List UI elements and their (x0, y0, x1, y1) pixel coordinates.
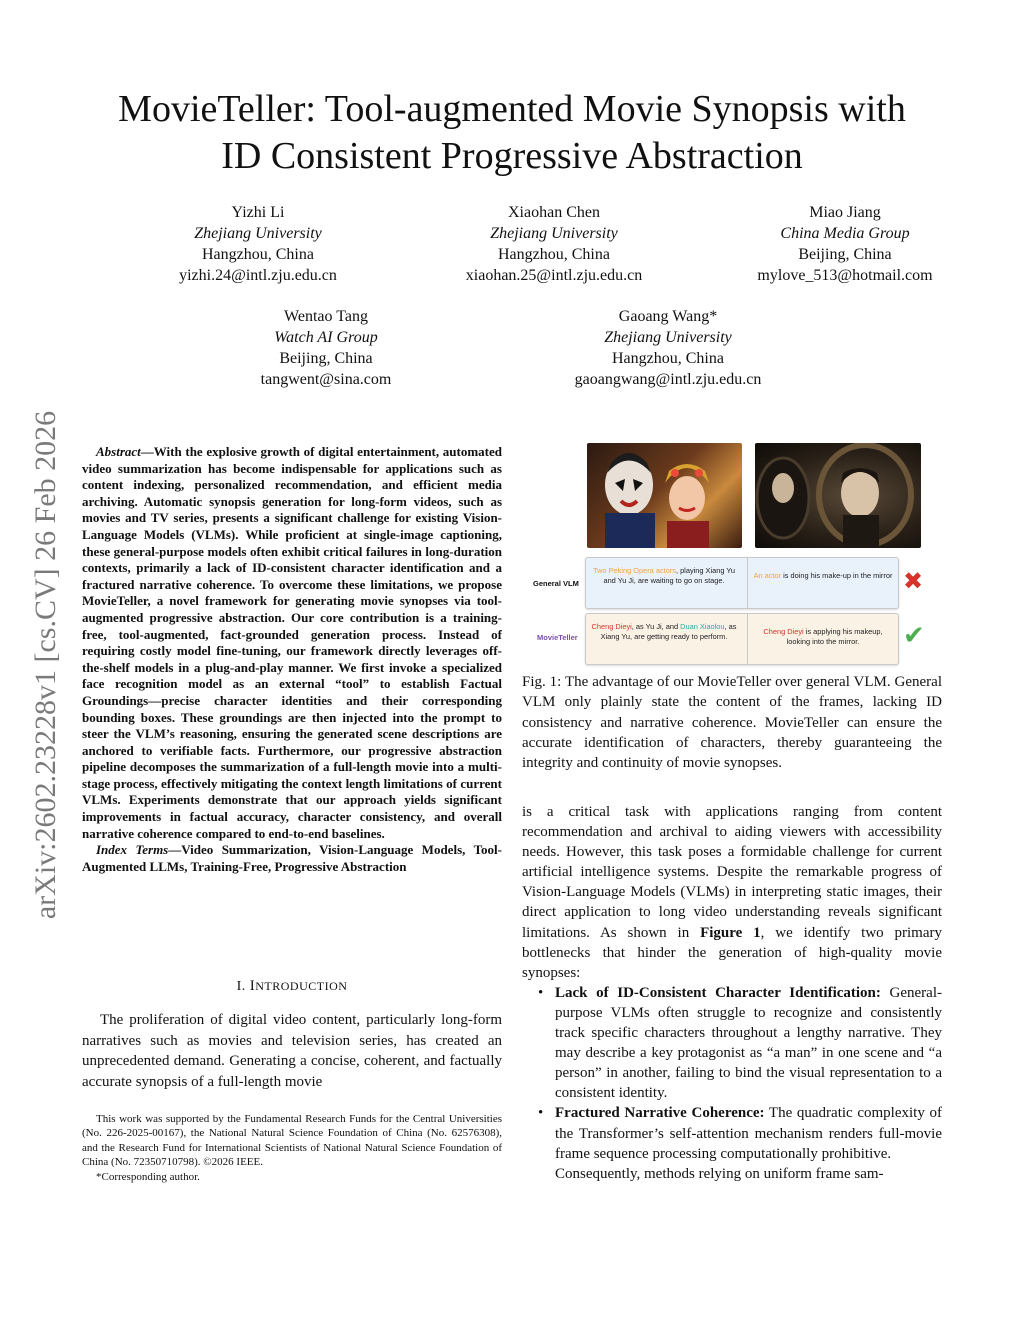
highlight-generic-actor: An actor (753, 571, 782, 580)
title-line-1: MovieTeller: Tool-augmented Movie Synopsis with (118, 88, 906, 130)
abstract-label: Abstract (96, 444, 141, 459)
caption-body: The advantage of our MovieTeller over general VLM. General VLM only plainly state the content of the frames, lacking ID consistency and narrative coherence. MovieTeller can ensure the accurate identification of characters, thereby guaranteeing the integrity and continuity of movie synopses. (522, 674, 942, 772)
caption-text: , as Yu Ji, and (631, 622, 681, 631)
right-column-body (522, 802, 942, 1184)
funding-footnote: This work was supported by the Fundamental Research Funds for the Central Universities (No. 226-2025-00167), the National Natural Science Foundation of China (No. 62576308), and the Research Fund for International Scientists of National Natural Science Foundation of China (No. 72350710798). ©2026 IEEE. (82, 1113, 502, 1169)
bullet-glyph: • (538, 1105, 544, 1122)
general-vlm-label: General VLM (533, 579, 579, 588)
section-number: I. (236, 979, 246, 994)
title-line-2: ID Consistent Progressive Abstraction (221, 135, 803, 177)
mirror-scene-illustration (755, 443, 921, 548)
author-email: gaoangwang@intl.zju.edu.cn (574, 371, 762, 388)
intro-paragraph: The proliferation of digital video content, particularly long-form narratives such as movies and television series, has created an unprecedented demand. Generating a concise, coherent, and factually accurate synopsis of a full-length movie (82, 1012, 502, 1090)
author-affiliation: Zhejiang University (490, 225, 618, 242)
movieteller-left-caption (590, 622, 738, 642)
author-block (133, 202, 383, 286)
author-location: Beijing, China (279, 350, 373, 367)
movie-frame-mirror (755, 443, 921, 548)
author-affiliation: China Media Group (780, 225, 910, 242)
list-item-title: Fractured Narrative Coherence: (555, 1105, 765, 1122)
opera-actors-illustration (587, 443, 742, 548)
corresponding-footnote: *Corresponding author. (96, 1170, 200, 1183)
author-name: Miao Jiang (809, 204, 881, 221)
index-terms-text: —Video Summarization, Vision-Language Models, Tool-Augmented LLMs, Training-Free, Progressive Abstraction (82, 842, 502, 874)
abstract-paragraph (82, 444, 502, 842)
list-item-text: General-purpose VLMs often struggle to recognize and consistently track specific characters throughout a lengthy narrative. They may describe a key protagonist as “a man” in one scene and “a person” in another, failing to bind the visual representation to a consistent identity. (555, 984, 942, 1102)
footnotes (82, 1112, 502, 1184)
wrong-cross-icon: ✖ (903, 567, 924, 595)
movieteller-right-caption (752, 627, 894, 647)
author-block (429, 202, 679, 286)
author-block (720, 202, 970, 286)
figure-caption (522, 672, 942, 773)
list-item-title: Lack of ID-Consistent Character Identification: (555, 984, 881, 1001)
caption-label: Fig. 1: (522, 674, 562, 690)
body-text: , we identify two primary bottlenecks that hinder the generation of high-quality movie synopses: (522, 924, 942, 981)
author-location: Beijing, China (798, 246, 892, 263)
highlight-cheng-dieyi: Cheng Dieyi (763, 627, 804, 636)
author-affiliation: Zhejiang University (194, 225, 322, 242)
author-block (201, 306, 451, 390)
highlight-generic-actors: Two Peking Opera actors (592, 566, 676, 575)
author-name: Yizhi Li (231, 204, 285, 221)
cell-divider (747, 614, 748, 664)
author-email: yizhi.24@intl.zju.edu.cn (179, 267, 337, 284)
author-email: tangwent@sina.com (260, 371, 392, 388)
author-name: Gaoang Wang* (618, 308, 718, 325)
author-email: xiaohan.25@intl.zju.edu.cn (465, 267, 643, 284)
body-paragraph (522, 802, 942, 983)
caption-text: , playing Xiang Yu and Yu Ji, are waiting to go on stage. (603, 566, 736, 585)
author-name: Wentao Tang (284, 308, 368, 325)
author-location: Hangzhou, China (612, 350, 724, 367)
author-affiliation: Zhejiang University (604, 329, 732, 346)
author-name: Xiaohan Chen (508, 204, 600, 221)
abstract (82, 444, 502, 875)
bottleneck-list (522, 983, 942, 1164)
highlight-duan-xiaolou: Duan Xiaolou (680, 622, 725, 631)
section-title: INTRODUCTION (249, 978, 348, 994)
body-text: is a critical task with applications ranging from content recommendation and archival to aiding viewers with accessibility needs. However, this task poses a formidable challenge for current artificial intelligence systems. Despite the remarkable progress of Vision-Language Models (VLMs) in interpreting static images, their direct application to long video understanding reveals significant limitations. As shown in (522, 804, 942, 941)
list-item (522, 1103, 942, 1163)
list-item (522, 983, 942, 1104)
author-location: Hangzhou, China (202, 246, 314, 263)
section-heading (82, 978, 502, 995)
general-vlm-right-caption (752, 571, 894, 581)
caption-text: is doing his make-up in the mirror (781, 571, 893, 580)
cell-divider (747, 558, 748, 608)
caption-text: , as Xiang Yu, are getting ready to perform. (600, 622, 737, 641)
caption-text: is applying his makeup, looking into the mirror. (786, 627, 883, 646)
movie-frame-opera-actors (587, 443, 742, 548)
movieteller-label: MovieTeller (537, 633, 578, 642)
figure-reference: Figure 1 (700, 924, 761, 941)
highlight-cheng-dieyi: Cheng Dieyi (591, 622, 632, 631)
general-vlm-left-caption (590, 566, 738, 586)
figure-1 (527, 443, 937, 668)
movieteller-row (585, 613, 899, 665)
bullet-glyph: • (538, 984, 544, 1001)
author-email: mylove_513@hotmail.com (757, 267, 933, 284)
arxiv-identifier-stamp: arXiv:2602.23228v1 [cs.CV] 26 Feb 2026 (29, 410, 62, 920)
index-terms (82, 842, 502, 875)
list-item-text: The quadratic complexity of the Transformer’s self-attention mechanism renders full-movie frame sequence processing computationally prohibitive. (555, 1105, 942, 1162)
correct-check-icon: ✔ (903, 621, 925, 651)
index-terms-label: Index Terms (96, 842, 169, 858)
paper-title (60, 86, 964, 180)
continuation-text: Consequently, methods relying on uniform frame sam- (555, 1165, 884, 1182)
author-affiliation: Watch AI Group (274, 329, 378, 346)
abstract-text: —With the explosive growth of digital entertainment, automated video summarization has become indispensable for applications such as content indexing, personalized recommendation, and efficient media archiving. Automatic synopsis generation for long-form videos, such as movies and TV series, presents a significant challenge for existing Vision-Language Models (VLMs). While proficient at single-image captioning, these general-purpose models often exhibit critical failures in long-duration contexts, primarily a lack of ID-consistent character identification and a fractured narrative coherence. To overcome these limitations, we propose MovieTeller, a novel framework for generating movie synopses via tool-augmented progressive abstraction. Our core contribution is a training-free, tool-augmented, fact-grounded generation process. Instead of requiring costly model fine-tuning, our framework directly leverages off-the-shelf models in a plug-and-play manner. We first invoke a specialized face recognition model as an external “tool” to establish Factual Groundings—precise character identities and their corresponding bounding boxes. These groundings are then injected into the prompt to steer the VLM’s reasoning, ensuring the generated scene descriptions are anchored to verifiable facts. Furthermore, our progressive abstraction pipeline decomposes the summarization of a full-length movie into a multi-stage process, effectively mitigating the context length limitations of current VLMs. Experiments demonstrate that our approach yields significant improvements in factual accuracy, character consistency, and overall narrative coherence compared to end-to-end baselines. (82, 444, 502, 841)
author-location: Hangzhou, China (498, 246, 610, 263)
general-vlm-row (585, 557, 899, 609)
author-block (543, 306, 793, 390)
